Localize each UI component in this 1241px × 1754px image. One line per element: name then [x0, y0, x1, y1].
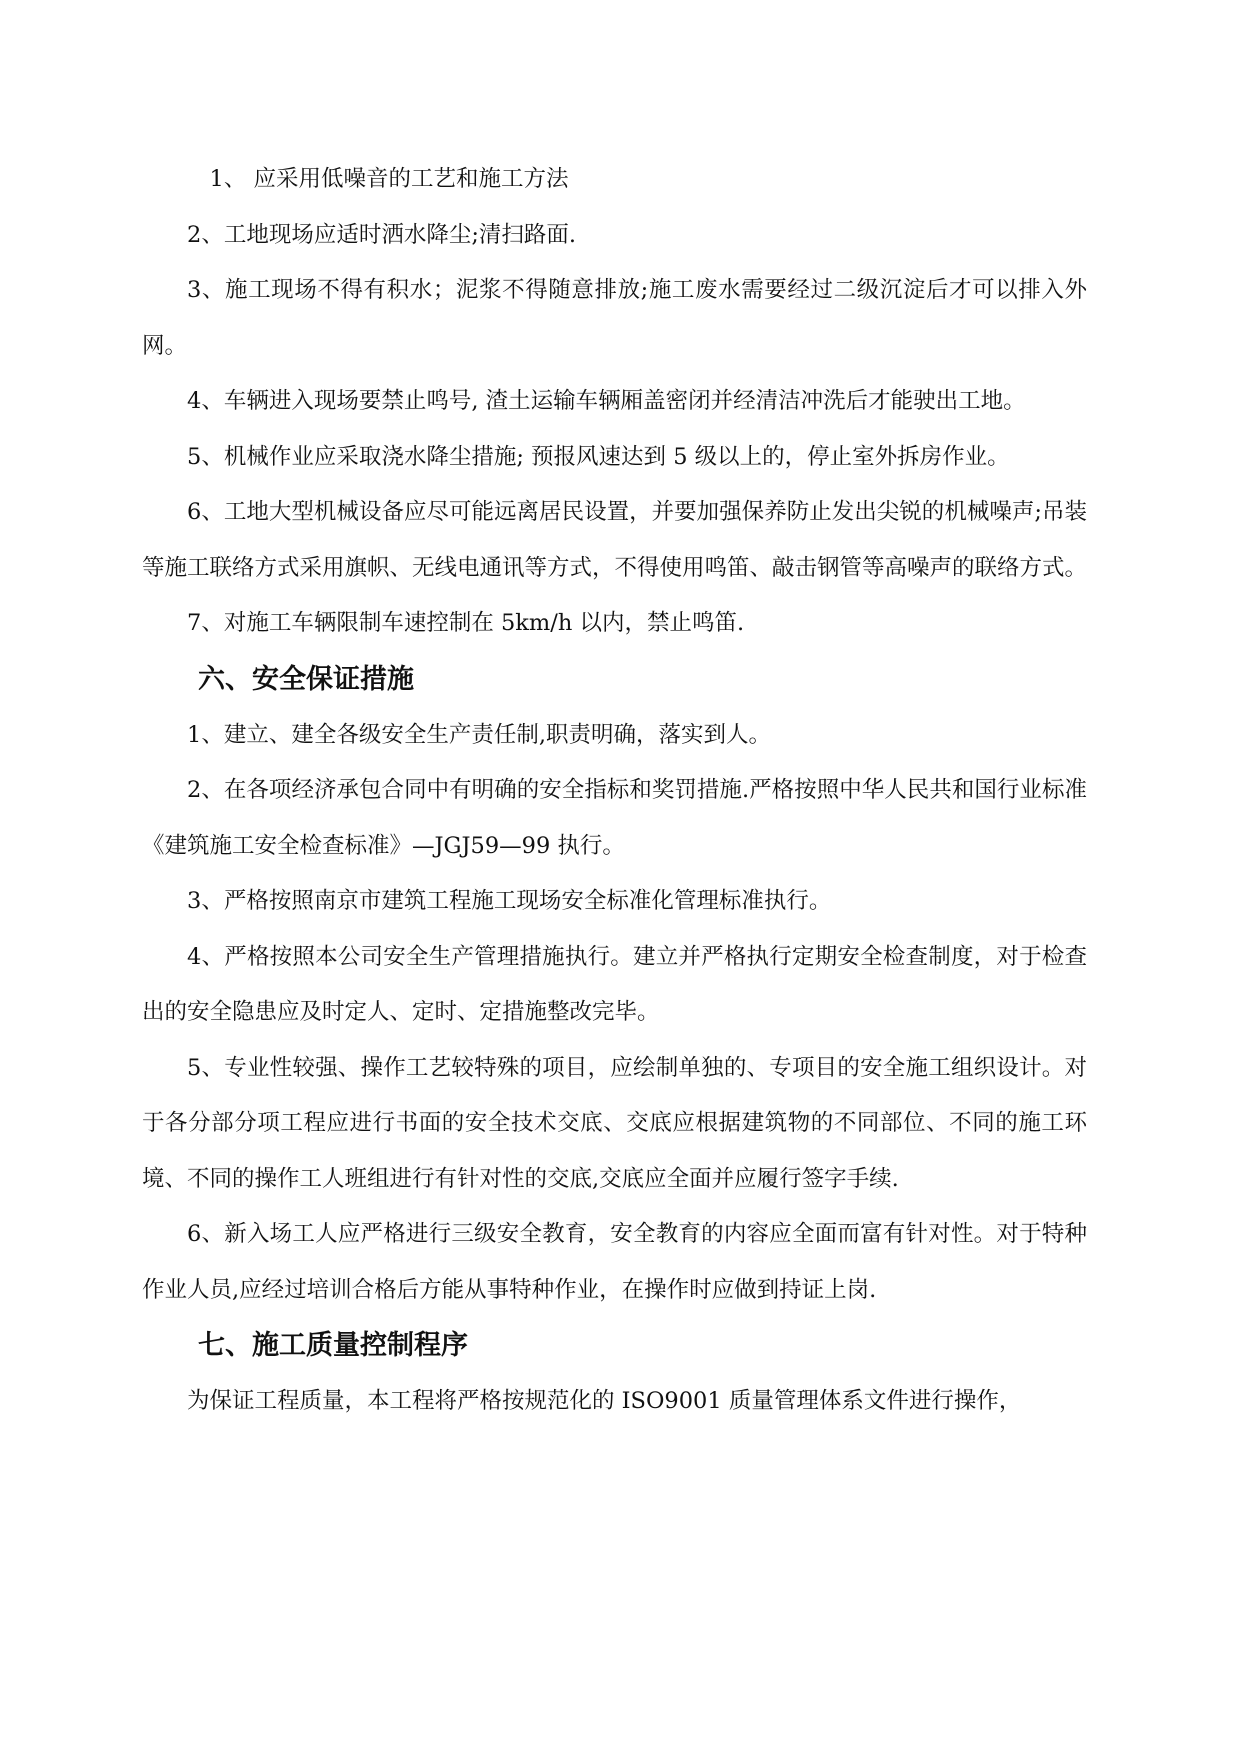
list-item: 1、建立、建全各级安全生产责任制,职责明确，落实到人。 [187, 721, 771, 748]
list-item: 5、机械作业应采取浇水降尘措施; 预报风速达到 5 级以上的，停止室外拆房作业。 [187, 443, 1010, 470]
list-item: 5、专业性较强、操作工艺较特殊的项目，应绘制单独的、专项目的安全施工组织设计。对于各分部分项工程应进行书面的安全技术交底、交底应根据建筑物的不同部位、不同的施工环境、不同的操作工人班组进行有针对性的交底,交底应全面并应履行签字手续. [142, 1054, 1087, 1192]
list-item: 1、 应采用低噪音的工艺和施工方法 [209, 166, 569, 192]
list-item: 6、工地大型机械设备应尽可能远离居民设置，并要加强保养防止发出尖锐的机械噪声;吊装等施工联络方式采用旗帜、无线电通讯等方式，不得使用鸣笛、敲击钢管等高噪声的联络方式。 [142, 499, 1088, 581]
list-item: 4、车辆进入现场要禁止鸣号, 渣土运输车辆厢盖密闭并经清洁冲洗后才能驶出工地。 [187, 388, 1026, 414]
list-item: 6、新入场工人应严格进行三级安全教育，安全教育的内容应全面而富有针对性。对于特种作业人员,应经过培训合格后方能从事特种作业，在操作时应做到持证上岗. [142, 1221, 1087, 1303]
section-heading-6: 六、安全保证措施 [198, 663, 414, 695]
list-item: 2、工地现场应适时洒水降尘;清扫路面. [187, 221, 577, 248]
section-heading-7: 七、施工质量控制程序 [198, 1330, 468, 1361]
list-item: 2、在各项经济承包合同中有明确的安全指标和奖罚措施.严格按照中华人民共和国行业标准《建筑施工安全检查标准》—JGJ59—99 执行。 [142, 777, 1087, 859]
list-item: 3、严格按照南京市建筑工程施工现场安全标准化管理标准执行。 [187, 888, 832, 914]
page-content [142, 152, 1087, 1430]
list-item: 7、对施工车辆限制车速控制在 5km/h 以内，禁止鸣笛. [187, 610, 745, 636]
list-item: 4、严格按照本公司安全生产管理措施执行。建立并严格执行定期安全检查制度，对于检查出的安全隐患应及时定人、定时、定措施整改完毕。 [142, 943, 1087, 1025]
section-intro: 为保证工程质量，本工程将严格按规范化的 ISO9001 质量管理体系文件进行操作， [187, 1388, 1022, 1414]
list-item: 3、施工现场不得有积水；泥浆不得随意排放;施工废水需要经过二级沉淀后才可以排入外网。 [142, 277, 1087, 359]
